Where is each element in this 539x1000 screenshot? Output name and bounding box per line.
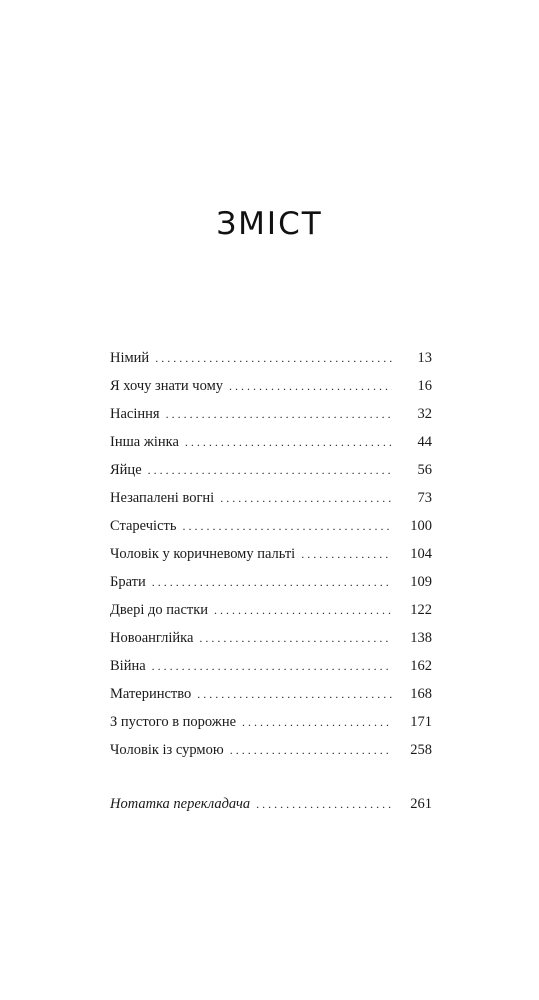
toc-entry-page: 56 [417,462,432,478]
dot-leader [199,624,392,652]
dot-leader [230,736,392,764]
dot-leader [220,484,392,512]
toc-entry[interactable] [110,680,432,708]
dot-leader [152,652,392,680]
toc-entry-page: 32 [417,406,432,422]
toc-entry-page: 261 [410,796,432,812]
toc-entry-title: Брати [110,574,146,590]
toc-entry-page: 73 [417,490,432,506]
toc-entry-page: 109 [410,574,432,590]
dot-leader [256,790,392,818]
dot-leader [166,400,392,428]
toc-entry-title: Яйце [110,462,142,478]
dot-leader [301,540,392,568]
toc-entry-page: 100 [410,518,432,534]
toc-entry-page: 258 [410,742,432,758]
table-of-contents [110,344,432,818]
toc-entry-title: Насіння [110,406,160,422]
toc-entry-page: 138 [410,630,432,646]
toc-entry-page: 44 [417,434,432,450]
toc-entry[interactable] [110,484,432,512]
toc-entry[interactable] [110,568,432,596]
toc-entry[interactable] [110,652,432,680]
dot-leader [152,568,392,596]
toc-entry-title: Німий [110,350,150,366]
dot-leader [214,596,392,624]
toc-entry-page: 168 [410,686,432,702]
dot-leader [155,344,392,372]
dot-leader [182,512,392,540]
toc-entry[interactable] [110,344,432,372]
toc-entry-title: Війна [110,658,146,674]
toc-entry-title: З пустого в порожне [110,714,237,730]
dot-leader [229,372,392,400]
toc-entry-title: Незапалені вогні [110,490,215,506]
toc-entry[interactable] [110,624,432,652]
toc-entry[interactable] [110,428,432,456]
toc-entry[interactable] [110,708,432,736]
toc-entry-title: Інша жінка [110,434,179,450]
dot-leader [148,456,392,484]
toc-entry-title: Нотатка перекладача [110,796,251,812]
dot-leader [197,680,392,708]
toc-entry-page: 162 [410,658,432,674]
toc-entry-title: Двері до пастки [110,602,209,618]
toc-entry-title: Новоанглійка [110,630,194,646]
dot-leader [242,708,392,736]
toc-entry[interactable] [110,736,432,764]
toc-entry[interactable] [110,596,432,624]
toc-entry-page: 122 [410,602,432,618]
toc-entry-page: 16 [417,378,432,394]
toc-entry[interactable] [110,456,432,484]
toc-entry-page: 13 [417,350,432,366]
dot-leader [185,428,392,456]
toc-entry-title: Чоловік із сурмою [110,742,224,758]
toc-entry-page: 171 [410,714,432,730]
page-title: ЗМІСТ [216,206,323,242]
toc-entry-title: Я хочу знати чому [110,378,223,394]
toc-entry-page: 104 [410,546,432,562]
toc-entry[interactable] [110,512,432,540]
toc-entry-translator-note[interactable] [110,790,432,818]
toc-entry-title: Материнство [110,686,192,702]
toc-entry[interactable] [110,372,432,400]
toc-entry[interactable] [110,540,432,568]
toc-entry[interactable] [110,400,432,428]
toc-entry-title: Чоловік у коричневому пальті [110,546,296,562]
toc-entry-title: Старечість [110,518,177,534]
